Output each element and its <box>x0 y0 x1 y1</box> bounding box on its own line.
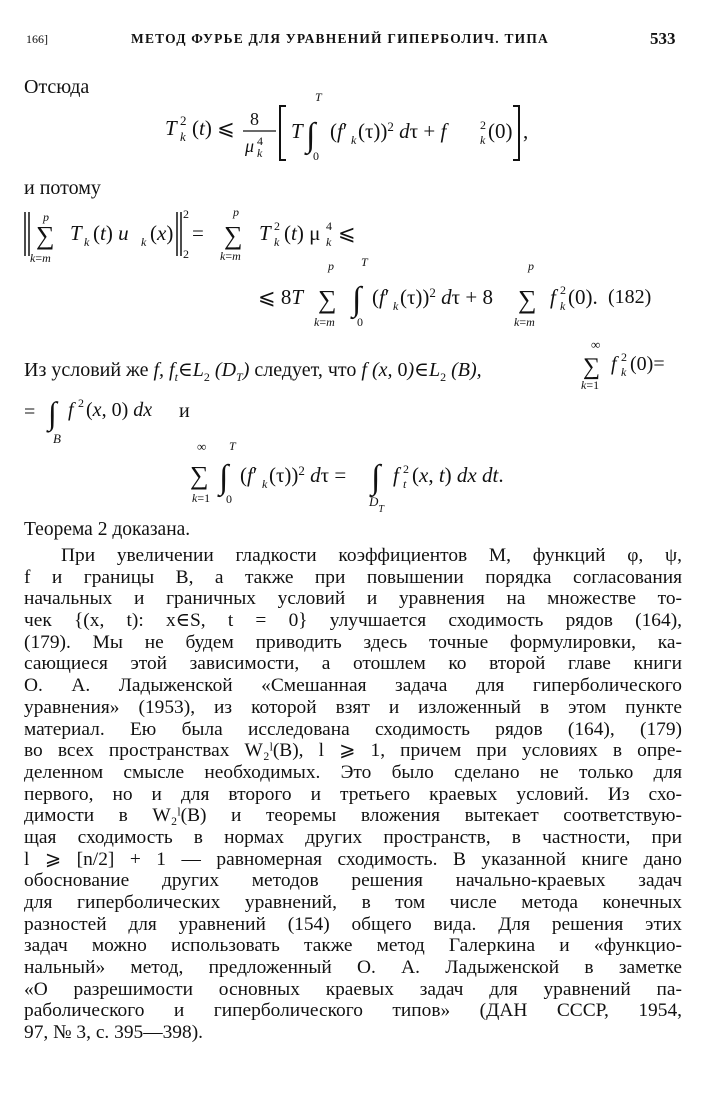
svg-text:k: k <box>560 299 566 313</box>
svg-text:0: 0 <box>313 149 319 163</box>
svg-text:∑: ∑ <box>190 461 209 490</box>
svg-text:2: 2 <box>403 462 409 476</box>
svg-text:=: = <box>192 221 204 245</box>
and-word: и <box>179 400 190 422</box>
svg-text:(x, t) dx dt.: (x, t) dx dt. <box>412 463 504 487</box>
section-number: 166] <box>26 32 48 46</box>
svg-text:0: 0 <box>226 492 232 506</box>
svg-text:4: 4 <box>326 219 332 233</box>
svg-text:T: T <box>291 119 303 143</box>
svg-text:k: k <box>274 235 280 249</box>
svg-text:T: T <box>361 255 368 269</box>
svg-text:k: k <box>141 235 147 249</box>
svg-text:2: 2 <box>621 350 627 364</box>
paragraph-line: деленном смысле необходимых. Это было сделано не только для <box>24 761 682 783</box>
page-number: 533 <box>650 29 676 48</box>
svg-text:f: f <box>550 285 556 309</box>
svg-text:p: p <box>328 259 334 273</box>
otsyuda-text: Отсюда <box>24 76 90 98</box>
svg-text:f: f <box>393 463 399 487</box>
svg-text:T: T <box>229 439 236 453</box>
svg-text:k=1: k=1 <box>581 378 600 392</box>
paragraph-line: «О разрешимости основных краевых задач для уравнений па- <box>24 978 682 1000</box>
svg-text:(τ))2 dτ + f: (τ))$^2$ dτ + f <box>358 118 447 143</box>
paragraph-line: О. А. Ладыженской «Смешанная задача для гиперболического <box>24 675 682 697</box>
paragraph-line: чек {(x, t): x∈S, t = 0} улучшается сходимость рядов (164), <box>24 610 682 632</box>
svg-text:∫: ∫ <box>48 395 57 431</box>
svg-text:T: T <box>165 116 177 140</box>
svg-text:(f′: (f′ <box>240 463 258 487</box>
svg-text:(f′: (f′ <box>372 285 390 309</box>
paragraph-line: первого, но и для второго и третьего краевых условий. Из схо- <box>24 783 682 805</box>
svg-text:k=m: k=m <box>514 315 535 329</box>
svg-text:4: 4 <box>257 134 263 148</box>
svg-text:2: 2 <box>183 207 189 221</box>
svg-text:k: k <box>351 133 357 147</box>
svg-text:(x, 0) dx: (x, 0) dx <box>86 399 153 421</box>
svg-text:(τ))2 dτ =: (τ))$^2$ dτ = <box>269 462 347 487</box>
svg-text:⩽ 8T: ⩽ 8T <box>258 285 304 309</box>
svg-text:DT: $D_T$ <box>369 494 384 515</box>
svg-text:2: 2 <box>560 283 566 297</box>
svg-text:T: T <box>259 221 271 245</box>
svg-text:t: t <box>403 477 407 491</box>
paragraph-line: материал. Ею была исследована сходимость рядов (164), (179) <box>24 718 682 740</box>
running-title: МЕТОД ФУРЬЕ ДЛЯ УРАВНЕНИЙ ГИПЕРБОЛИЧ. ТИПА <box>131 31 549 46</box>
svg-text:∫: ∫ <box>219 459 229 496</box>
paragraph-line: нальный» метод, предложенный О. А. Ладыженской в заметке <box>24 957 682 979</box>
paragraph-line: (179). Мы не будем приводить здесь точные формулировки, ка- <box>24 631 682 653</box>
svg-text:∑: ∑ <box>36 221 55 250</box>
svg-text:∑: ∑ <box>518 285 537 314</box>
svg-text:k=m: k=m <box>220 249 241 263</box>
iz-usloviy-line: Из условий же f, $f_t\in L_2$ $(D_T)$ следует, что f (x, $0)\in L_2$ (B), <box>24 359 482 384</box>
svg-text:(τ))2 dτ + 8: (τ))$^2$ dτ + 8 <box>400 284 493 309</box>
svg-text:T: T <box>70 221 82 245</box>
svg-text:k: k <box>84 235 90 249</box>
paragraph-line: f и границы B, а также при повышении порядка согласования <box>24 566 682 588</box>
paragraph-line: начальных и граничных условий и уравнения на множестве то- <box>24 588 682 610</box>
paragraph-line: для гиперболических уравнений, в том числе метода конечных <box>24 892 682 913</box>
svg-text:(t) ⩽: (t) ⩽ <box>192 116 235 140</box>
svg-text:k: k <box>621 365 627 379</box>
iz-usloviy-mid: следует, что <box>254 359 357 381</box>
paragraph-line: раболического и гиперболического типов» (ДАН СССР, 1954, <box>24 1000 682 1022</box>
theorem-done-text: Теорема 2 доказана. <box>24 519 191 540</box>
main-paragraph <box>24 545 682 1044</box>
svg-text:0: 0 <box>357 315 363 329</box>
svg-text:∫: ∫ <box>352 281 362 318</box>
svg-text:(t) u: (t) u <box>93 221 129 245</box>
svg-text:(x): (x) <box>150 221 174 245</box>
svg-text:2: 2 <box>183 247 189 261</box>
svg-text:∫: ∫ <box>371 459 381 496</box>
paragraph-line: сающиеся этой зависимости, а отошлем ко второй главе книги <box>24 653 682 675</box>
svg-text:μ: μ <box>245 136 255 156</box>
svg-text:k: k <box>262 477 268 491</box>
svg-text:k: k <box>257 146 263 160</box>
svg-text:8: 8 <box>250 109 259 129</box>
paragraph-line: обоснование других методов решения начально-краевых задач <box>24 870 682 892</box>
svg-text:k: k <box>326 235 332 249</box>
svg-text:k=m: k=m <box>30 251 51 265</box>
svg-text:2: 2 <box>180 113 187 128</box>
paragraph-line: задач можно использовать также метод Галеркина и «функцио- <box>24 935 682 957</box>
svg-text:k: k <box>180 129 186 144</box>
svg-text:B: B <box>53 431 61 446</box>
svg-text:∑: ∑ <box>224 221 243 250</box>
svg-text:2: 2 <box>274 219 280 233</box>
svg-text:=: = <box>24 401 36 423</box>
svg-text:∑: ∑ <box>318 285 337 314</box>
paragraph-line: щая сходимость в нормах других пространств, в частности, при <box>24 826 682 848</box>
svg-text:p: p <box>528 259 534 273</box>
svg-text:f: f <box>68 399 74 421</box>
svg-text:⩽: ⩽ <box>338 221 356 245</box>
paragraph-line: уравнения» (1953), из которой взят и изложенный в этом пункте <box>24 696 682 718</box>
paragraph-line: димости в W₂ˡ(B) и теоремы вложения вытекает соответствую- <box>24 805 682 827</box>
iz-usloviy-prefix: Из условий же <box>24 359 149 381</box>
svg-text:k: k <box>393 299 399 313</box>
paragraph-line: разностей для уравнений (154) общего вида. Для решения этих <box>24 913 682 935</box>
svg-text:k=1: k=1 <box>192 491 211 505</box>
svg-text:p: p <box>43 210 49 224</box>
svg-text:f: f <box>611 353 617 375</box>
svg-text:(t) μ: (t) μ <box>284 221 321 245</box>
svg-text:∫: ∫ <box>306 117 316 154</box>
svg-text:k: k <box>480 133 486 147</box>
paragraph-line: 97, № 3, с. 395—398). <box>24 1022 203 1044</box>
svg-text:p: p <box>233 205 239 219</box>
paragraph-line: При увеличении гладкости коэффициентов M, функций φ, ψ, <box>61 545 682 566</box>
svg-text:(0).: (0). <box>568 285 598 309</box>
svg-text:∞: ∞ <box>591 337 601 352</box>
paragraph-line: во всех пространствах W₂ˡ(B), l ⩾ 1, причем при условиях в опре- <box>24 740 682 762</box>
svg-text:k=m: k=m <box>314 315 335 329</box>
svg-text:,: , <box>523 119 529 143</box>
paragraph-line: l ⩾ [n/2] + 1 — равномерная сходимость. В указанной книге дано <box>24 848 682 870</box>
svg-text:T: T <box>315 90 322 104</box>
svg-text:(0): (0) <box>488 119 513 143</box>
svg-text:∑: ∑ <box>583 354 601 380</box>
svg-text:(f′: (f′ <box>330 119 348 143</box>
svg-text:2: 2 <box>78 396 84 410</box>
equation-number-182: (182) <box>608 286 652 308</box>
svg-text:(0)=: (0)= <box>630 353 665 375</box>
i-potomu-text: и потому <box>24 177 101 199</box>
svg-text:2: 2 <box>480 118 486 132</box>
svg-text:∞: ∞ <box>197 439 207 454</box>
